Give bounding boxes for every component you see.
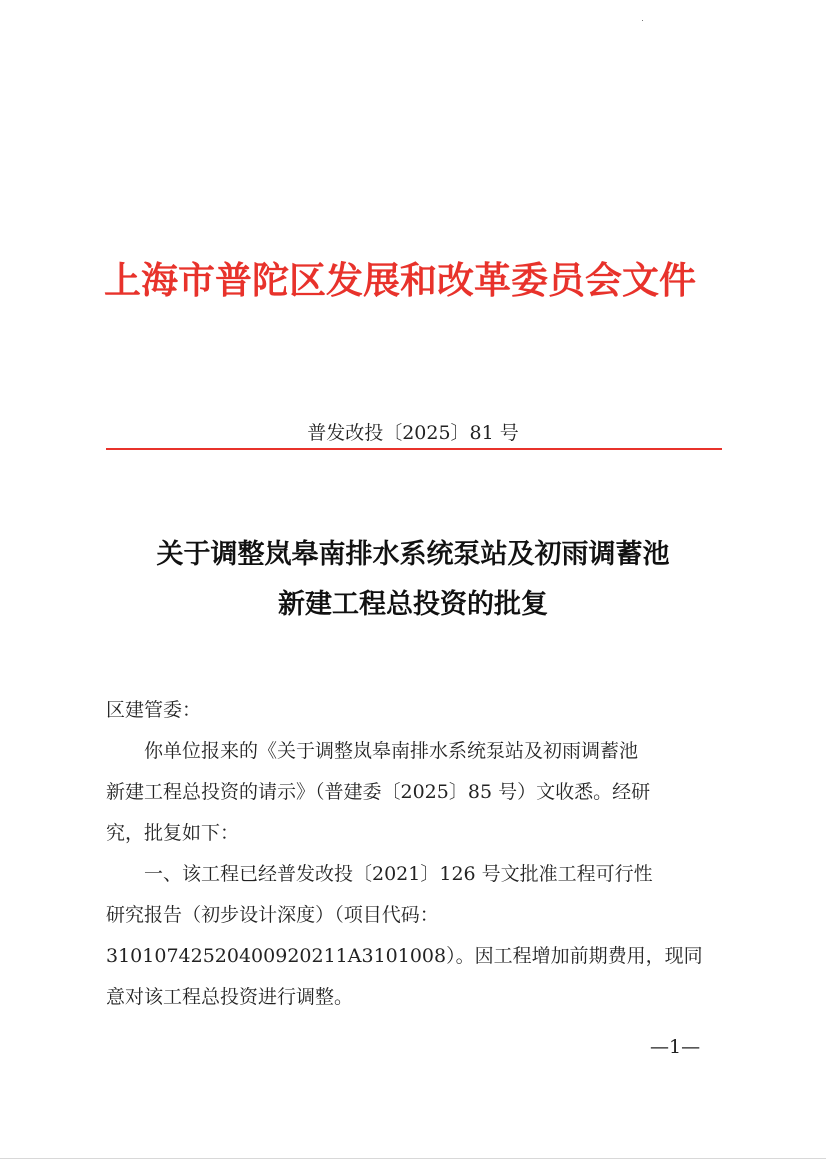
spread-char: 初 — [201, 904, 221, 926]
paragraph-2-line-4: 意对该工程总投资进行调整。 — [106, 986, 354, 1008]
spread-char: 项 — [343, 904, 363, 926]
scan-speck — [642, 20, 643, 21]
spread-char: 度 — [296, 904, 316, 926]
spread-char: 告 — [163, 904, 183, 926]
document-title-line-1: 关于调整岚皋南排水系统泵站及初雨调蓄池 — [156, 539, 670, 570]
spread-char: ： — [419, 904, 439, 926]
spread-char: 设 — [239, 904, 259, 926]
spread-char: 代 — [381, 904, 401, 926]
paragraph-2-line-3: 31010742520400920211A3101008）。因工程增加前期费用，现同 — [106, 945, 703, 967]
page-number: —1— — [650, 1036, 701, 1058]
letterhead-title: 上海市普陀区发展和改革委员会文件 — [104, 258, 696, 302]
paragraph-1-line-1: 你单位报来的《关于调整岚皋南排水系统泵站及初雨调蓄池 — [144, 740, 639, 762]
document-body — [106, 690, 720, 1018]
spread-char: （ — [334, 904, 344, 926]
spread-char: ） — [315, 904, 335, 926]
spread-char: 码 — [400, 904, 420, 926]
spread-char: 步 — [220, 904, 240, 926]
spread-char: 深 — [277, 904, 297, 926]
spread-char: 究 — [125, 904, 145, 926]
spread-char: 研 — [106, 904, 126, 926]
paragraph-1-line-3: 究，批复如下： — [106, 822, 240, 844]
scan-bottom-edge — [0, 1158, 826, 1159]
paragraph-2-line-2 — [106, 895, 720, 936]
spread-char: 计 — [258, 904, 278, 926]
document-title-line-2: 新建工程总投资的批复 — [278, 589, 548, 620]
spread-char: （ — [182, 904, 202, 926]
salutation: 区建管委： — [106, 699, 202, 721]
document-number: 普发改投〔2025〕81 号 — [307, 422, 519, 444]
document-title — [0, 530, 826, 630]
spread-char: 报 — [144, 904, 164, 926]
paragraph-1-line-2: 新建工程总投资的请示》（普建委〔2025〕85 号）文收悉。经研 — [106, 781, 651, 803]
paragraph-2-line-1: 一、该工程已经普发改投〔2021〕126 号文批准工程可行性 — [144, 863, 653, 885]
paragraph-2 — [106, 854, 720, 1018]
spread-char: 目 — [362, 904, 382, 926]
paragraph-1 — [106, 731, 720, 854]
red-divider-line — [106, 448, 722, 450]
